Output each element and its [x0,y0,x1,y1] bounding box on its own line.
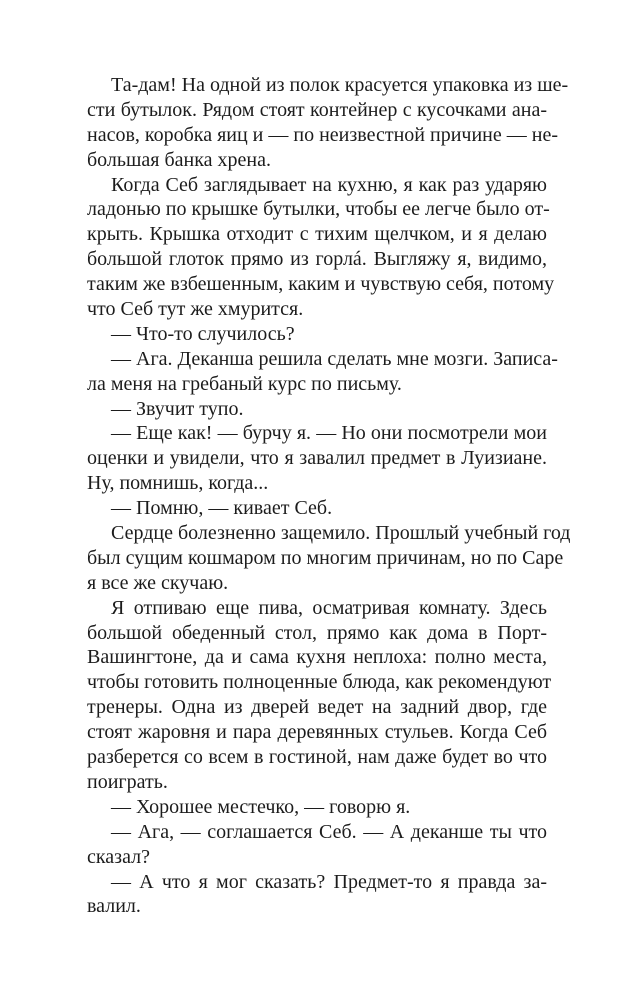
text-line: — Еще как! — бурчу я. — Но они посмотрели мои [111,422,547,445]
text-line: разберется со всем в гостиной, нам даже будет во что [87,746,547,769]
text-line: сти бутылок. Рядом стоят контейнер с кусочками ана- [87,98,547,121]
text-line: что Себ тут же хмурится. [87,298,304,321]
text-line: — Звучит тупо. [111,397,244,420]
text-line: тренеры. Одна из дверей ведет на задний двор, где [87,696,547,719]
text-line: я все же скучаю. [87,571,229,594]
text-line: Ну, помнишь, когда... [87,472,269,495]
text-line: поиграть. [87,770,168,793]
text-line: — Ага, — соглашается Себ. — А деканше ты что [111,820,547,843]
text-line: — Помню, — кивает Себ. [111,497,333,520]
text-line: — Хорошее местечко, — говорю я. [111,795,411,818]
text-line: оценки и увидели, что я завалил предмет в Луизиане. [87,447,547,470]
text-line: Та-дам! На одной из полок красуется упаковка из ше- [111,74,569,96]
text-line: большой глоток прямо из горлá. Выгляжу я, видимо, [87,248,547,271]
text-line: большая банка хрена. [87,148,271,171]
text-line: большой обеденный стол, прямо как дома в Порт- [87,621,547,644]
text-line: валил. [87,895,141,918]
text-line: ла меня на гребаный курс по письму. [87,372,402,395]
text-line: Вашингтоне, да и сама кухня неплоха: полно места, [87,646,547,669]
text-line: был сущим кошмаром по многим причинам, но по Саре [87,546,564,569]
text-line: чтобы готовить полноценные блюда, как рекомендуют [87,671,552,694]
text-line: ладонью по крышке бутылки, чтобы ее легче было от- [87,198,550,221]
text-line: сказал? [87,845,150,868]
text-line: стоят жаровня и пара деревянных стульев. Когда Себ [87,721,547,744]
text-line: Я отпиваю еще пива, осматривая комнату. Здесь [111,596,547,619]
text-line: крыть. Крышка отходит с тихим щелчком, и я делаю [87,223,547,246]
text-line: Сердце болезненно защемило. Прошлый учебный год [111,522,571,545]
text-line: — Что-то случилось? [111,322,295,345]
text-line: таким же взбешенным, каким и чувствую себя, потому [87,273,555,296]
text-line: — Ага. Деканша решила сделать мне мозги. Записа- [111,347,558,370]
book-page-text [87,73,571,919]
text-line: Когда Себ заглядывает на кухню, я как раз ударяю [111,173,547,196]
text-line: — А что я мог сказать? Предмет-то я правда за- [111,870,547,893]
text-line: насов, коробка яиц и — по неизвестной причине — не- [87,123,558,146]
